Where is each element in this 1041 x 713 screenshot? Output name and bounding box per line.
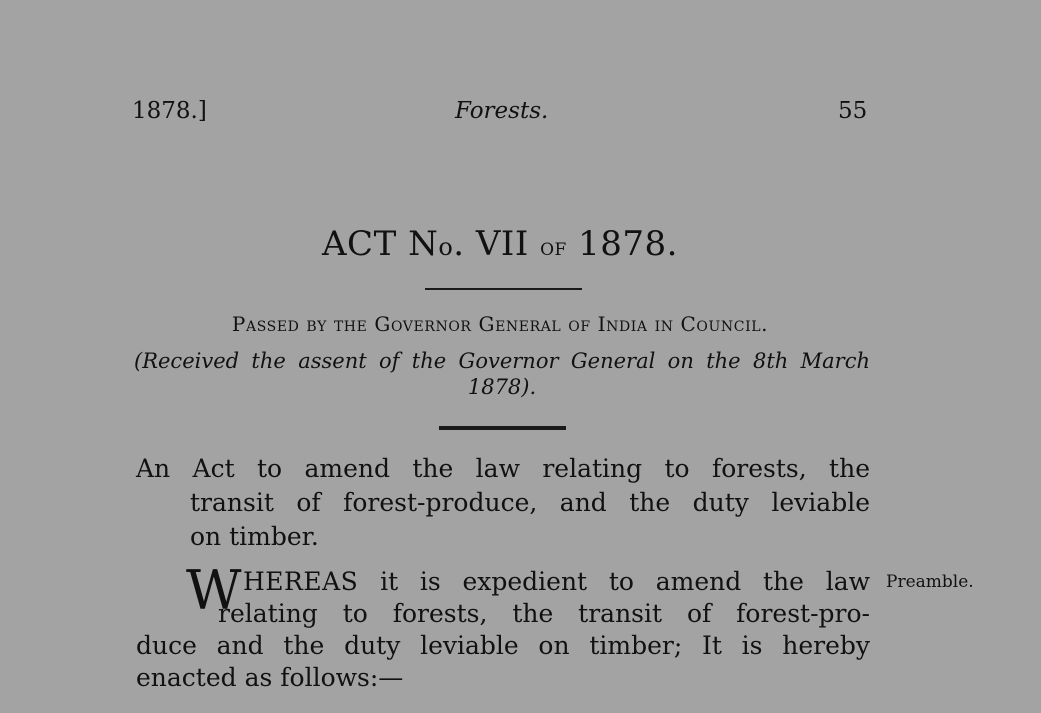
running-head bbox=[0, 98, 1041, 128]
long-title-line-3: on timber. bbox=[190, 522, 319, 551]
preamble-caps: HEREAS bbox=[243, 567, 359, 596]
running-head-year: 1878.] bbox=[132, 98, 207, 124]
preamble-line-4: enacted as follows:— bbox=[136, 663, 404, 692]
act-of: OF bbox=[540, 240, 567, 260]
act-word: ACT bbox=[322, 224, 397, 264]
act-number: . VII bbox=[453, 224, 529, 264]
assent-line-1: (Received the assent of the Governor General on the 8th March bbox=[134, 349, 870, 373]
assent-line-2: 1878). bbox=[467, 375, 537, 399]
margin-note-preamble: Preamble. bbox=[886, 572, 974, 592]
page-number: 55 bbox=[838, 98, 868, 124]
long-title bbox=[136, 452, 870, 554]
act-year: 1878. bbox=[578, 224, 678, 264]
preamble-line-3: duce and the duty leviable on timber; It is hereby bbox=[136, 631, 870, 660]
assent-note bbox=[134, 348, 870, 400]
preamble-text bbox=[136, 559, 870, 694]
passed-by-line: Passed by the Governor General of India in Council. bbox=[231, 312, 769, 336]
long-title-line-2: transit of forest-produce, and the duty leviable bbox=[190, 488, 870, 517]
section-rule bbox=[439, 426, 566, 430]
preamble-line-1-rest: it is expedient to amend the law bbox=[358, 567, 870, 596]
act-no-o: o bbox=[438, 233, 454, 261]
running-head-title: Forests. bbox=[455, 98, 549, 124]
long-title-line-1: An Act to amend the law relating to forests, the bbox=[136, 454, 870, 483]
act-no-n: N bbox=[408, 224, 439, 264]
drop-cap: W bbox=[186, 559, 242, 622]
act-title bbox=[130, 224, 870, 264]
title-rule bbox=[425, 288, 582, 290]
act-no bbox=[408, 224, 453, 264]
preamble-line-2: relating to forests, the transit of forest-pro- bbox=[218, 599, 870, 628]
preamble-line-1 bbox=[136, 566, 870, 598]
